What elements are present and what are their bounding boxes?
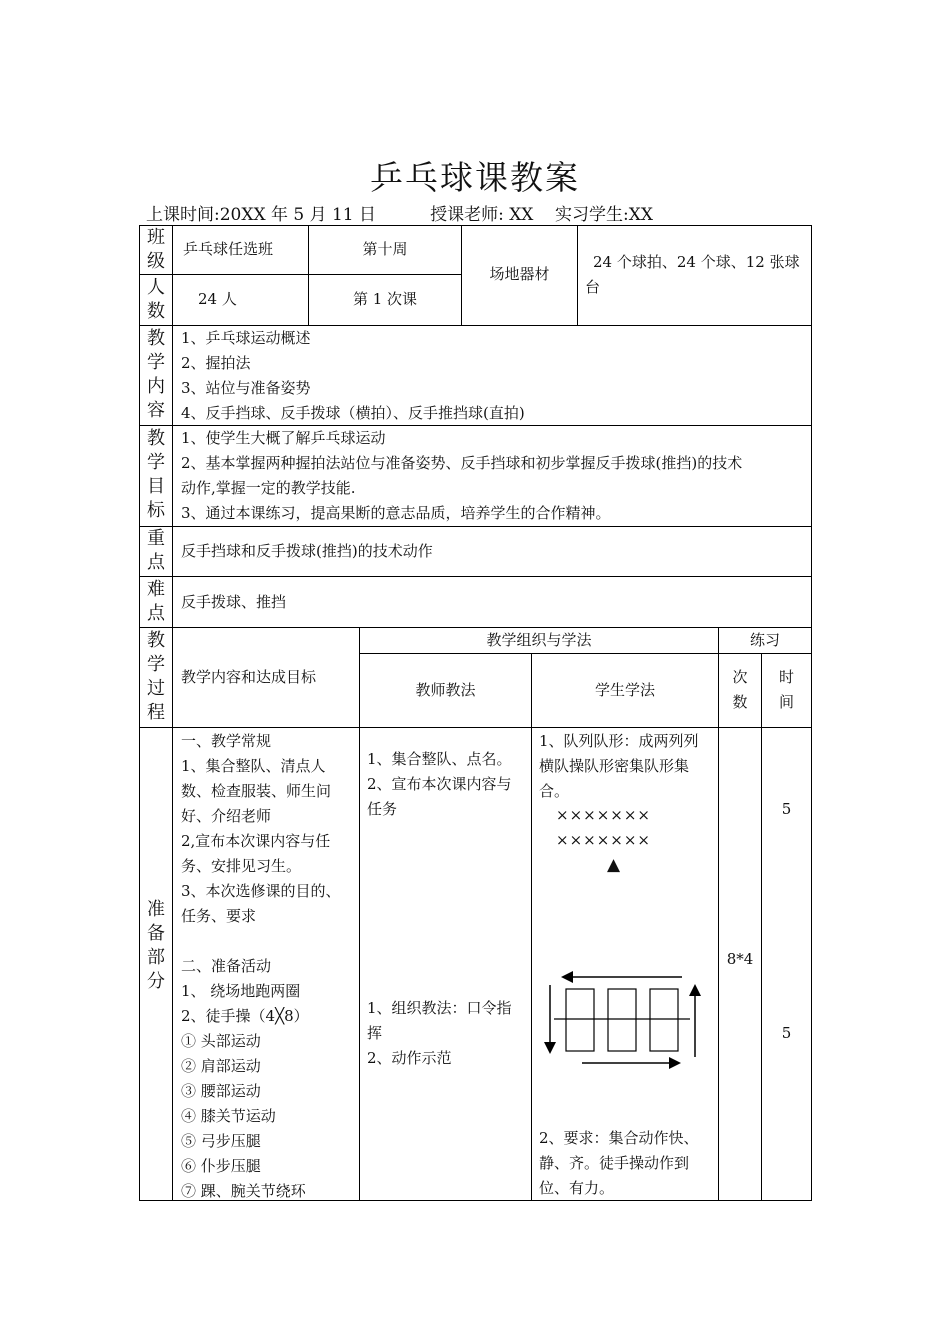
count-label: 人 数	[147, 277, 165, 322]
venue-value-line-1: 24 个球拍、24 个球、12 张球	[593, 253, 800, 271]
col-org-header: 教学组织与学法	[486, 631, 592, 649]
key-text: 反手挡球和反手拨球(推挡)的技术动作	[181, 542, 433, 560]
student-method-1: 1、队列队形：成两列列 横队操队形密集队形集 合。	[539, 732, 699, 800]
page-title: 乒乓球课教案	[370, 158, 580, 197]
difficulty-text: 反手拨球、推挡	[181, 593, 287, 611]
col-practice-header: 练习	[749, 631, 780, 649]
prep-label: 准 备 部 分	[147, 899, 165, 992]
prep-times: 8*4	[726, 950, 754, 968]
col-teacher-header: 教师教法	[415, 681, 476, 699]
key-label: 重 点	[147, 528, 165, 573]
lesson-meta-line: 上课时间:20XX 年 5 月 11 日 授课老师: XX 实习学生:XX	[146, 205, 653, 225]
col-student-header: 学生学法	[594, 681, 655, 699]
process-label: 教 学 过 程	[147, 630, 165, 723]
class-value: 乒乓球任选班	[183, 240, 274, 258]
table-rect-2	[608, 989, 636, 1051]
prep-content-lines: 一、教学常规 1、集合整队、清点人 数、检查服装、师生问 好、介绍老师 2,宣布本次课内容与任 务、安排见习生。 3、本次选修课的目的、 任务、要求 二、准备活动 1、 绕场地跑两圈 2、徒手操（4╳8） ① 头部运动 ② 肩部运动 ③ 腰部运动 ④ 膝关节运动 ⑤ 弓步压腿 ⑥ 仆步压腿 ⑦ 踝、腕关节绕环	[181, 732, 341, 1200]
lesson-number: 第 1 次课	[352, 290, 418, 308]
table-rect-1	[566, 989, 594, 1051]
col-times-header: 次 数	[732, 668, 748, 711]
prep-time-1: 5	[781, 800, 792, 818]
venue-label: 场地器材	[489, 265, 550, 283]
teacher-method-2: 1、组织教法：口令指 挥 2、动作示范	[367, 999, 512, 1067]
content-label: 教 学 内 容	[147, 328, 165, 421]
goals-label: 教 学 目 标	[147, 428, 165, 521]
col-content-header: 教学内容和达成目标	[181, 668, 317, 686]
formation-row-1: ×××××××	[556, 806, 651, 824]
formation-row-2: ×××××××	[556, 831, 651, 849]
class-label: 班 级	[147, 227, 165, 272]
venue-value-line-2: 台	[585, 278, 601, 296]
prep-time-2: 5	[781, 1024, 792, 1042]
count-value: 24 人	[198, 290, 237, 308]
content-lines: 1、乒乓球运动概述 2、握拍法 3、站位与准备姿势 4、反手挡球、反手拨球（横拍）、反手推挡球(直拍)	[181, 329, 525, 422]
table-rect-3	[650, 989, 678, 1051]
warmup-route-diagram	[540, 965, 710, 1070]
goals-lines: 1、使学生大概了解乒乓球运动 2、基本掌握两种握拍法站位与准备姿势、反手挡球和初步掌握反手拨球(推挡)的技术 动作,掌握一定的教学技能. 3、通过本课练习，提高果断的意志品质，培养学生的合作精神。	[181, 429, 743, 522]
col-time-header: 时 间	[778, 668, 794, 711]
week-value: 第十周	[362, 240, 408, 258]
difficulty-label: 难 点	[147, 579, 165, 624]
teacher-marker: ▲	[607, 855, 621, 875]
teacher-method-1: 1、集合整队、点名。 2、宣布本次课内容与 任务	[367, 750, 512, 818]
student-method-2: 2、要求：集合动作快、 静、齐。徒手操动作到 位、有力。	[539, 1129, 699, 1197]
